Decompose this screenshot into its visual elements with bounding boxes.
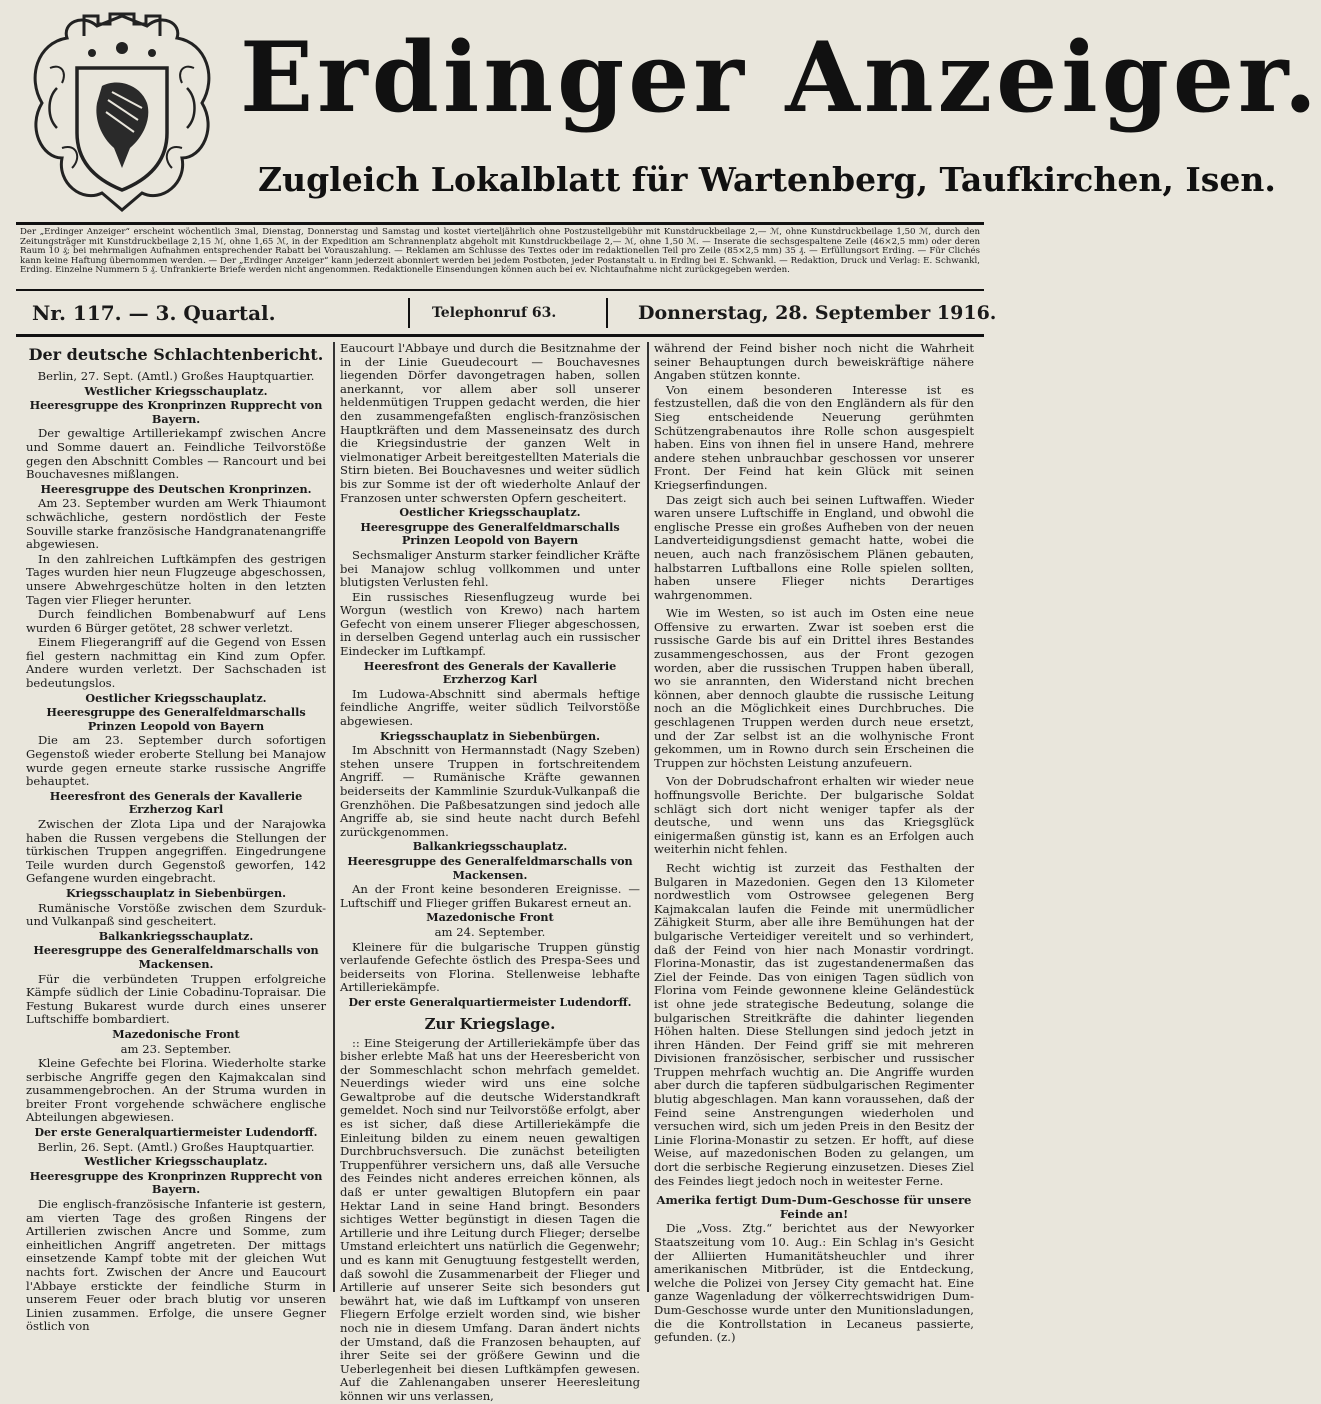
section-heading: Balkankriegsschauplatz. <box>98 928 254 943</box>
rule-top <box>16 222 984 225</box>
paragraph: Der gewaltige Artilleriekampf zwischen Ancre und Somme dauert an. Feindliche Teilvorstöße gegen den Abschnitt Combles — Rancourt und bei Bouchavesnes mißlangen. <box>26 426 326 482</box>
subsection-heading: Heeresfront des Generals der Kavallerie Erzherzog Karl <box>363 658 617 687</box>
signature: Der erste Generalquartiermeister Ludendorff. <box>348 995 632 1009</box>
paragraph: Die „Voss. Ztg.“ berichtet aus der Newyorker Staatszeitung vom 10. Aug.: Ein Schlag in's Gesicht der Alliierten Humanitätsheuchler und ihrer amerikanischen Mitbrüder, ist die Entdeckung, welche die Polizei von Jersey City gemacht hat. Eine ganze Wagenladung der völkerrechtswidrigen Dum-Dum-Geschosse wurde unter den Munitionsladungen, die die Kontrollstation in Lecaneus passierte, gefunden. (z.) <box>654 1221 974 1345</box>
subsection-date: am 23. September. <box>120 1041 232 1056</box>
rule-imprint <box>16 289 984 291</box>
paragraph: Sechsmaliger Ansturm starker feindlicher Kräfte bei Manajow schlug vollkommen und unter blutigsten Verlusten fehl. <box>340 547 640 590</box>
paragraph: Die am 23. September durch sofortigen Gegenstoß wieder eroberte Stellung bei Manajow wurde gegen erneute starke russische Angriffe behauptet. <box>26 733 326 789</box>
section-heading: Oestlicher Kriegsschauplatz. <box>399 505 581 520</box>
subsection-date: am 24. September. <box>434 924 546 939</box>
issue-date: Donnerstag, 28. September 1916. <box>638 302 997 324</box>
paragraph: Im Abschnitt von Hermannstadt (Nagy Szeben) stehen unsere Truppen in fortschreitendem Angriff. — Rumänische Kräfte gewannen beiderseits der Kammlinie Szurduk-Vulkanpaß die Grenzhöhen. Die Paßbesatzungen sind jedoch alle Angriffe ab, sie sind heute nacht durch Befehl zurückgenommen. <box>340 743 640 839</box>
paragraph: Zwischen der Zlota Lipa und der Narajowka haben die Russen vergebens die Stellungen der türkischen Truppen angegriffen. Eingedrungene Teile wurden durch Gegenstoß geworfen, 142 Gefangene wurden eingebracht. <box>26 817 326 886</box>
rule-dateline <box>16 334 984 337</box>
subsection-heading: Heeresfront des Generals der Kavallerie Erzherzog Karl <box>49 788 303 817</box>
paragraph: Recht wichtig ist zurzeit das Festhalten der Bulgaren in Mazedonien. Gegen den 13 Kilometer nordwestlich vom Ostrowsee gelegenen Berg Kajmakcalan laufen die Feinde mit unermüdlicher Zähigkeit Sturm, aber alle ihre Bemühungen hat der bulgarische Verteidiger vereitelt und so verhindert, daß der Feind von hier nach Monastir vordringt. Florina-Monastir, das ist zugestandenermaßen das Ziel der Feinde. Das von einigen Tagen südlich von Florina vom Feinde gewonnene kleine Geländestück ist ohne jede strategische Bedeutung, solange die bulgarischen Streitkräfte die dahinter liegenden Höhen halten. Diese Stellungen sind jedoch jetzt in ihren Händen. Der Feind griff sie mit mehreren Divisionen französischer, serbischer und russischer Truppen mehrfach wuchtig an. Die Angriffe wurden aber durch die tapferen südbulgarischen Regimenter blutig abgeschlagen. Man kann voraussehen, daß der Feind seine Anstrengungen wiederholen und versuchen wird, sich um jeden Preis in den Besitz der Linie Florina-Monastir zu setzen. Er hofft, auf diese Weise, auf mazedonischen Boden zu gelangen, um dort die serbische Regierung einzusetzen. Dieses Ziel des Feindes liegt jedoch noch in weitester Ferne. <box>654 860 974 1188</box>
paragraph: :: Eine Steigerung der Artilleriekämpfe über das bisher erlebte Maß hat uns der Heeresbericht von der Sommeschlacht schon mehrfach gemeldet. Neuerdings wieder wird uns eine solche Gewaltprobe auf die deutsche Widerstandkraft gemeldet. Noch sind nur Teilvorstöße erfolgt, aber es ist sicher, daß diese Artilleriekämpfe die Einleitung bilden zu einem neuen gewaltigen Durchbruchsversuch. Die zunächst beteiligten Truppenführer versichern uns, daß alle Versuche des Feindes nicht anderes erreichen können, als daß er unter gewaltigen Blutopfern ein paar Hektar Land in seine Hand bringt. Besonders sichtiges Wetter begünstigt in diesen Tagen die Artillerie und ihre Leitung durch Flieger; derselbe Umstand erleichtert uns natürlich die Gegenwehr; und es kann mit Genugtuung festgestellt werden, daß sowohl die Zusammenarbeit der Flieger und Artillerie auf unserer Seite sich besonders gut bewährt hat, wie daß im Luftkampf von unseren Fliegern Erfolge erzielt worden sind, wie bisher noch nie in diesem Umfang. Daran ändert nichts der Umstand, daß die Franzosen behaupten, auf ihrer Seite sei der größere Gewinn und die Ueberlegenheit bei diesen Luftkämpfen gewesen. Auf die Zahlenangaben unserer Heeresleitung können wir uns verlassen, <box>340 1035 640 1403</box>
column-rule <box>647 342 649 1292</box>
dateline: Berlin, 26. Sept. (Amtl.) Großes Hauptquartier. <box>37 1139 315 1154</box>
telephone-number: Telephonruf 63. <box>432 305 557 321</box>
paragraph: Ein russisches Riesenflugzeug wurde bei Worgun (westlich von Krewo) nach hartem Gefecht von einem unserer Flieger abgeschossen, in derselben Gegend unterlag auch ein russischer Eindecker im Luftkampf. <box>340 589 640 659</box>
column-2 <box>340 341 640 1403</box>
section-heading: Westlicher Kriegsschauplatz. <box>84 1154 268 1169</box>
paragraph: Kleinere für die bulgarische Truppen günstig verlaufende Gefechte östlich des Prespa-Sees und beiderseits von Florina. Stellenweise lebhafte Artilleriekämpfe. <box>340 939 640 995</box>
subsection-heading: Heeresgruppe des Generalfeldmarschalls von Mackensen. <box>347 853 633 882</box>
paragraph: Kleine Gefechte bei Florina. Wiederholte starke serbische Angriffe gegen den Kajmakcalan sind zusammengebrochen. An der Struma wurden in breiter Front vorgehende schwächere englische Abteilungen abgewiesen. <box>26 1056 326 1125</box>
issue-number: Nr. 117. — 3. Quartal. <box>32 301 276 325</box>
article-title: Der deutsche Schlachtenbericht. <box>28 345 324 364</box>
column-rule <box>333 342 335 1292</box>
signature: Der erste Generalquartiermeister Ludendorff. <box>34 1126 318 1140</box>
paragraph: An der Front keine besonderen Ereignisse. — Luftschiff und Flieger griffen Bukarest erneut an. <box>340 882 640 910</box>
paragraph: Im Ludowa-Abschnitt sind abermals heftige feindliche Angriffe, weiter südlich Teilvorstöße abgewiesen. <box>340 686 640 729</box>
paragraph: In den zahlreichen Luftkämpfen des gestrigen Tages wurden hier neun Flugzeuge abgeschossen, unsere Abwehrgeschütze holten in den letzten Tagen vier Flieger herunter. <box>26 551 326 607</box>
paragraph: Für die verbündeten Truppen erfolgreiche Kämpfe südlich der Linie Cobadinu-Topraisar. Die Festung Bukarest wurde durch eines unserer Luftschiffe bombardiert. <box>26 971 326 1027</box>
newspaper-title: Erdinger Anzeiger. <box>240 21 1321 134</box>
column-1 <box>26 342 326 1334</box>
paragraph: Wie im Westen, so ist auch im Osten eine neue Offensive zu erwarten. Zwar ist soeben erst die russische Garde bis auf ein Drittel ihres Bestandes zusammengeschossen, aus der Front gezogen worden, aber die russischen Truppen haben überall, wo sie anrannten, den Widerstand nicht brechen können, aber dennoch glaubte die russische Leitung noch an die Möglichkeit eines Durchbruches. Die geschlagenen Truppen werden durch neue ersetzt, und der Zar selbst ist an die wolhynische Front gekommen, um in Rowno durch sein Erscheinen die Truppen zur höchsten Leistung anzufeuern. <box>654 606 974 770</box>
subsection-heading: Heeresgruppe des Deutschen Kronprinzen. <box>40 481 312 496</box>
section-heading: Oestlicher Kriegsschauplatz. <box>85 690 267 705</box>
town-crest-icon <box>22 8 222 218</box>
section-heading: Kriegsschauplatz in Siebenbürgen. <box>379 728 601 743</box>
paragraph: Eaucourt l'Abbaye und durch die Besitznahme der in der Linie Gueudecourt — Bouchavesnes liegenden Dörfer davongetragen haben, sollen anerkannt, vor allem aber soll unserer heldenmütigen Truppen gedacht werden, die hier den zusammengefaßten englisch-französischen Hauptkräften und dem Masseneinsatz des durch die Kriegsindustrie der ganzen Welt in vielmonatiger Arbeit bereitgestellten Materials die Stirn bieten. Bei Bouchavesnes und weiter südlich bis zur Somme ist der oft wiederholte Anlauf der Franzosen unter schwersten Opfern gescheitert. <box>340 341 640 505</box>
article-title: Zur Kriegslage. <box>424 1014 556 1033</box>
subsection-heading: Heeresgruppe des Kronprinzen Rupprecht von Bayern. <box>29 1168 323 1197</box>
paragraph: Am 23. September wurden am Werk Thiaumont schwächliche, gestern nordöstlich der Feste Souville starke französische Handgranatenangriffe abgewiesen. <box>26 496 326 552</box>
section-heading: Kriegsschauplatz in Siebenbürgen. <box>65 885 287 900</box>
column-3 <box>654 341 974 1345</box>
subsection-heading: Heeresgruppe des Generalfeldmarschalls Prinzen Leopold von Bayern <box>360 519 620 548</box>
paragraph: Die englisch-französische Infanterie ist gestern, am vierten Tage des großen Ringens der Artillerien zwischen Ancre und Somme, zum einheitlichen Angriff angetreten. Der mittags einsetzende Kampf tobte mit der gleichen Wut nachts fort. Zwischen der Ancre und Eaucourt l'Abbaye erstickte der feindliche Sturm in unserem Feuer oder brach blutig vor unseren Linien zusammen. Erfolge, die unsere Gegner östlich von <box>26 1197 326 1334</box>
subsection-heading: Mazedonische Front <box>112 1026 240 1041</box>
subsection-heading: Heeresgruppe des Kronprinzen Rupprecht von Bayern. <box>29 398 323 426</box>
paragraph: Das zeigt sich auch bei seinen Luftwaffen. Wieder waren unsere Luftschiffe in England, und obwohl die englische Presse ein großes Aufheben von der neuen Landverteidigungsdienst gemacht hatte, wobei die neuen, auch nach französischem Plänen gebauten, halbstarren Luftballons eine Rolle spielen sollten, haben unsere Flieger nichts Derartiges wahrgenommen. <box>654 492 974 602</box>
paragraph: Rumänische Vorstöße zwischen dem Szurduk- und Vulkanpaß sind gescheitert. <box>26 900 326 929</box>
section-heading: Westlicher Kriegsschauplatz. <box>84 383 268 398</box>
newspaper-subtitle: Zugleich Lokalblatt für Wartenberg, Taufkirchen, Isen. <box>258 160 1276 199</box>
issue-dateline <box>16 292 997 334</box>
dateline-separator <box>408 298 410 328</box>
article-title: Amerika fertigt Dum-Dum-Geschosse für unsere Feinde an! <box>656 1193 972 1221</box>
imprint-notice: Der „Erdinger Anzeiger“ erscheint wöchentlich 3mal, Dienstag, Donnerstag und Samstag und kostet vierteljährlich ohne Postzustellgebühr mit Kunstdruckbeilage 2,— ℳ, ohne Kunstdruckbeilage 1,50 ℳ, durch den Zeitungsträger mit Kunstdruckbeilage 2,15 ℳ, ohne 1,65 ℳ, in der Expedition am Schrannenplatz abgeholt mit Kunstdruckbeilage 2,— ℳ, ohne 1,50 ℳ. — Inserate die sechsgespaltene Zeile (46×2,5 mm) oder deren Raum 10 ₰; bei mehrmaligen Aufnahmen entsprechender Rabatt bei Vorauszahlung. — Reklamen am Schlusse des Textes oder im redaktionellen Teil pro Zeile (85×2,5 mm) 35 ₰. — Erfüllungsort Erding. — Für Clichés kann keine Haftung übernommen werden. — Der „Erdinger Anzeiger“ kann jederzeit abonniert werden bei jedem Postboten, jeder Postanstalt u. in Erding bei E. Schwankl. — Redaktion, Druck und Verlag: E. Schwankl, Erding. Einzelne Nummern 5 ₰. Unfrankierte Briefe werden nicht angenommen. Redaktionelle Einsendungen können auch bei ev. Nichtaufnahme nicht zurückgegeben werden. <box>20 227 980 276</box>
subsection-heading: Heeresgruppe des Generalfeldmarschalls von Mackensen. <box>33 943 319 971</box>
paragraph: Von der Dobrudschafront erhalten wir wieder neue hoffnungsvolle Berichte. Der bulgarische Soldat schlägt sich dort nicht weniger tapfer als der deutsche, und wenn uns das Kriegsglück einigermaßen günstig ist, kann es an Erfolgen auch weiterhin nicht fehlen. <box>654 774 974 857</box>
paragraph: Durch feindlichen Bombenabwurf auf Lens wurden 6 Bürger getötet, 28 schwer verletzt. <box>26 607 326 635</box>
dateline: Berlin, 27. Sept. (Amtl.) Großes Hauptquartier. <box>37 369 315 383</box>
subsection-heading: Heeresgruppe des Generalfeldmarschalls Prinzen Leopold von Bayern <box>46 705 306 733</box>
section-heading: Balkankriegsschauplatz. <box>412 839 568 854</box>
dateline-separator <box>606 298 608 328</box>
paragraph: während der Feind bisher noch nicht die Wahrheit seiner Behauptungen durch beweiskräftige nähere Angaben stützen konnte. <box>654 341 974 383</box>
paragraph: Einem Fliegerangriff auf die Gegend von Essen fiel gestern nachmittag ein Kind zum Opfer. Andere wurden verletzt. Der Sachschaden ist bedeutungslos. <box>26 635 326 691</box>
paragraph: Von einem besonderen Interesse ist es festzustellen, daß die von den Engländern als für den Sieg entscheidende Neuerung gerühmten Schützengrabenautos ihre Rolle schon ausgespielt haben. Eins von ihnen fiel in unsere Hand, mehrere andere stehen unbrauchbar geschossen vor unserer Front. Der Feind hat kein Glück mit seinen Kriegserfindungen. <box>654 382 974 492</box>
subsection-heading: Mazedonische Front <box>426 910 554 925</box>
